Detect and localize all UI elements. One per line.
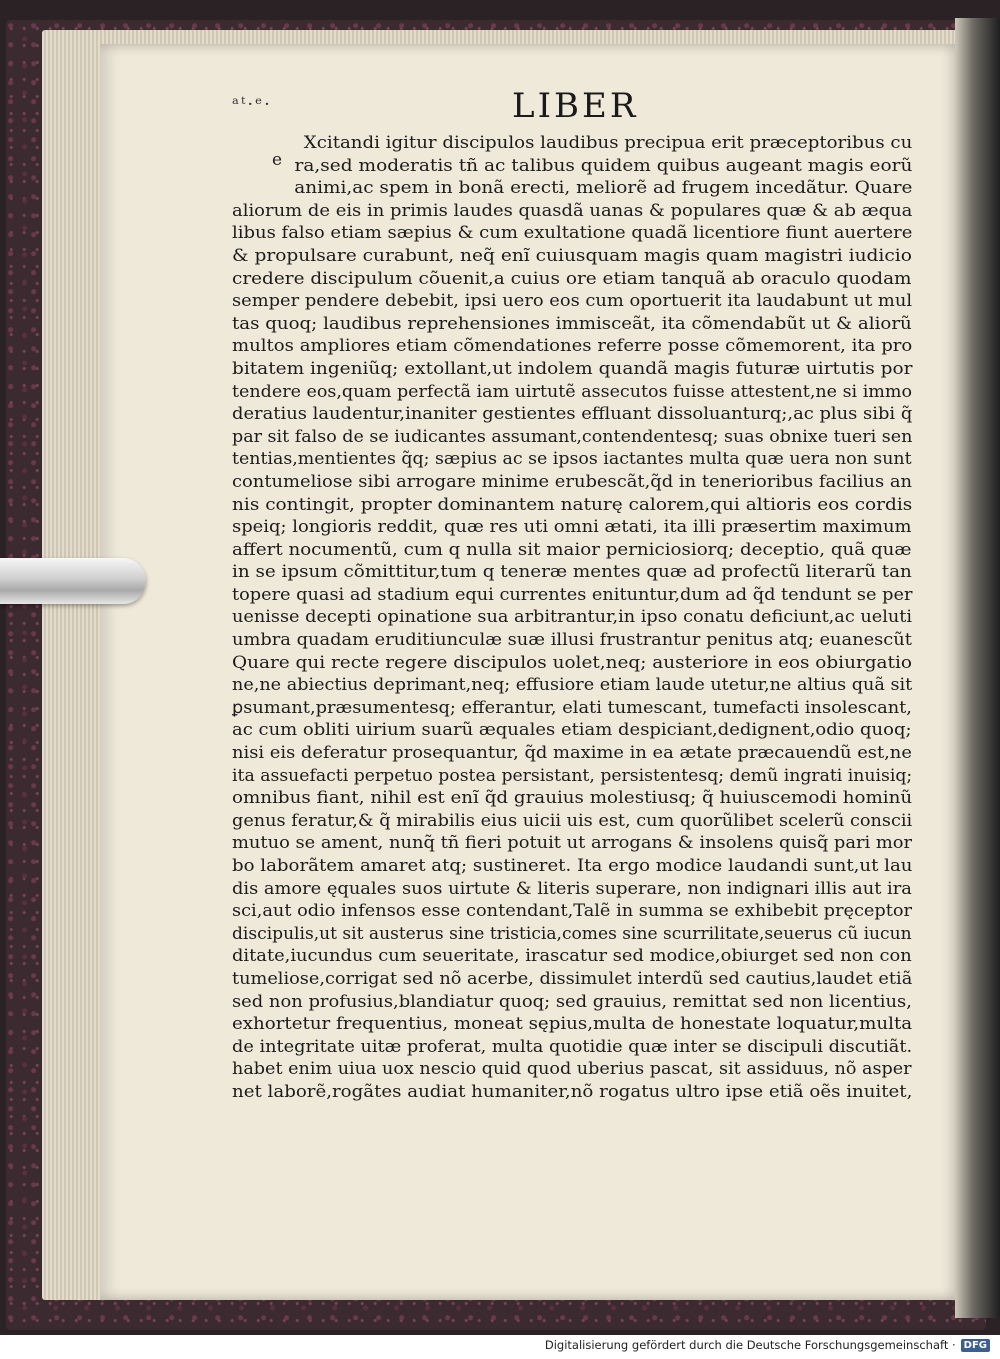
text-line: semper pendere debebit, ipsi uero eos cum oportuerit ita laudabunt ut mul xyxy=(232,291,913,312)
text-line: ra,sed moderatis tñ ac talibus quidem quibus augeant magis eorũ xyxy=(294,155,913,176)
text-line: uenisse decepti opinatione sua arbitrantur,in ipso conatu deficiunt,ac ueluti xyxy=(232,607,913,628)
dfg-logo: DFG xyxy=(961,1339,990,1352)
initial-guide-letter: e xyxy=(272,150,283,170)
page-weight-bar xyxy=(0,558,146,604)
text-line: libus falso etiam sæpius & cum exultatione quadã licentiore fiunt auertere xyxy=(232,223,913,244)
text-line: discipulis,ut sit austerus sine tristicia,comes sine scurrilitate,seuerus cũ iucun xyxy=(232,923,912,944)
text-line: umbra quadam eruditiunculæ suæ illusi frustrantur penitus atq; euanescũt xyxy=(232,630,912,651)
text-line: par sit falso de se iudicantes assumant,contendentesq; suas obnixe tueri sen xyxy=(232,426,913,447)
text-line: net laborẽ,rogãtes audiat humaniter,nõ rogatus ultro ipse etiã oẽs inuitet, xyxy=(232,1081,913,1102)
book-spine xyxy=(955,18,1000,1318)
text-line: aliorum de eis in primis laudes quasdã uanas & populares quæ & ab æqua xyxy=(232,200,913,221)
body-text xyxy=(232,132,912,1104)
text-line: tentias,mentientes q̃q; sæpius ac se ipsos iactantes multa quæ uera non sunt xyxy=(232,449,912,470)
text-line: Quare qui recte regere discipulos uolet,neq; austeriore in eos obiurgatio xyxy=(232,652,912,673)
text-line: ne,ne abiectius deprimant,neq; effusiore etiam laude utetur,ne altius quã sit xyxy=(232,675,913,696)
text-line: omnibus fiant, nihil est enĩ q̃d grauius molestiusq; q̃ huiuscemodi hominũ xyxy=(232,788,913,809)
text-line: Xcitandi igitur discipulos laudibus precipua erit præceptoribus cu xyxy=(303,133,913,153)
text-line: deratius laudentur,inaniter gestientes effluant dissoluanturq;,ac plus sibi q̃ xyxy=(232,404,913,425)
text-line: tumeliose,corrigat sed nõ acerbe, dissimulet interdũ sed cautius,laudet etiã xyxy=(232,968,913,989)
text-line: contumeliose sibi arrogare minime erubescãt,q̃d in tenerioribus facilius an xyxy=(232,471,913,492)
text-line: & propulsare curabunt, neq̃ enĩ cuiusquam magis quam magistri iudicio xyxy=(232,245,912,266)
text-line: ditate,iucundus cum seueritate, irascatur sed modice,obiurget sed non con xyxy=(232,946,912,967)
text-line: mutuo se ament, nunq̃ tñ fieri potuit ut arrogans & insolens quisq̃ pari mor xyxy=(232,833,913,854)
text-line: multos ampliores etiam cõmendationes referre posse cõmemorent, ita pro xyxy=(232,336,913,357)
text-line: tas quoq; laudibus reprehensiones immisceãt, ita cõmendabũt ut & aliorũ xyxy=(232,313,912,334)
page-mark: ᵃᵗ·ᵉ· xyxy=(232,94,272,115)
text-line: de integritate uitæ proferat, multa quotidie quæ inter se discipuli discutiãt. xyxy=(232,1036,913,1057)
text-line: nisi eis deferatur prosequantur, q̃d maxime in ea ætate præcauendũ est,ne xyxy=(232,743,912,764)
text-line: in se ipsum cõmittitur,tum q teneræ mentes quæ ad profectũ literarũ tan xyxy=(232,562,912,583)
text-line: tendere eos,quam perfectã iam uirtutẽ assecutos fuisse attestent,ne si immo xyxy=(232,381,913,402)
text-line: ac cum obliti uirium suarũ æquales etiam despiciant,dedignent,odio quoq; xyxy=(232,720,912,741)
text-line: habet enim uiua uox nescio quid quod uberius pascat, sit assiduus, nõ asper xyxy=(232,1059,912,1080)
footer-credit xyxy=(545,1338,990,1352)
text-line: bitatem ingeniũq; extollant,ut indolem quandã magis futuræ uirtutis por xyxy=(232,358,913,379)
footer-credit-text: Digitalisierung gefördert durch die Deutsche Forschungsgemeinschaft · xyxy=(544,1338,956,1352)
text-line: sed non profusius,blandiatur quoq; sed grauius, remittat sed non licentius, xyxy=(232,991,912,1012)
text-line: speiq; longioris reddit, quæ res uti omni ætati, ita illi præsertim maximum xyxy=(232,517,912,538)
text-line: ita assuefacti perpetuo postea persistant, persistentesq; demũ ingrati inuisiq; xyxy=(232,765,913,786)
text-line: genus feratur,& q̃ mirabilis eius uicii uis est, cum quorũlibet scelerũ conscii xyxy=(232,810,913,831)
text-line: animi,ac spem in bonã erecti, meliorẽ ad frugem incedãtur. Quare xyxy=(294,178,913,199)
text-line: credere discipulum cõuenit,a cuius ore etiam tanquã ab oraculo quodam xyxy=(232,268,912,289)
text-line: affert nocumentũ, cum q nulla sit maior perniciosiorq; deceptio, quã quæ xyxy=(232,539,912,560)
text-line: topere quasi ad stadium equi currentes enituntur,dum ad q̃d tendunt se per xyxy=(232,584,913,605)
text-line: nis contingit, propter dominantem naturę calorem,qui altioris eos cordis xyxy=(232,494,913,515)
running-head: LIBER xyxy=(512,86,639,126)
text-line: exhortetur frequentius, moneat sępius,multa de honestate loquatur,multa xyxy=(232,1014,913,1035)
text-line: sci,aut odio infensos esse contendant,Talẽ in summa se exhibebit pręceptor xyxy=(232,901,913,922)
text-line: ꝑsumant,præsumentesq; efferantur, elati tumescant, tumefacti insolescant, xyxy=(232,697,912,718)
text-line: dis amore ęquales suos uirtute & literis superare, non indignari illis aut ira xyxy=(232,878,912,899)
text-line: bo laborãtem amaret atq; sustineret. Ita ergo modice laudandi sunt,ut lau xyxy=(232,856,913,876)
